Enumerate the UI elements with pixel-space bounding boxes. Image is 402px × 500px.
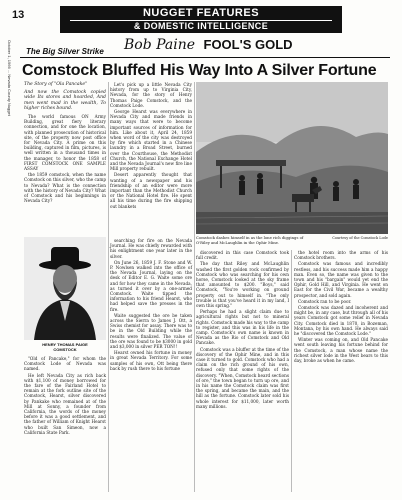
column-strip <box>20 35 390 57</box>
paragraph: Comstock was a bluffer at the time of the discovery of the Ophir Mine, and in this case it turned to gold. Comstock who had a claim on the rich ground of his own, refused only that some rights of the discovery. "When, Comstock heard sections of ore," the town began to turn up ore, and in his name the Comstock claim was first the spring, and became the main, and the hill as the fortune. Comstock later sold his whole interest for $11,000, later worth many millions. <box>196 346 289 409</box>
paragraph: George Hearst was everywhere in Nevada City and made friends in many ways that were to become important sources of information for him. Like about it, April 24, 1859 when word of the city was destroyed by fire which started in a Chinese laundry in a Broad Street, burned over the Courthouse, the Methodist Church, the National Exchange Hotel and the Nevada Journal's new fire line Mill property rebuilt. <box>110 109 192 172</box>
paragraph: the hotel room into the arms of his Comstock brothers. <box>294 250 388 261</box>
body-column-1 <box>24 82 106 203</box>
vertical-folio: October 1, 1966 ... Nevada County Nugget <box>7 40 12 116</box>
paragraph: "Old of Pancake," for whom the Comstock Lode of Nevada was named. <box>24 356 106 372</box>
paragraph: discovered in this case Comstock took full credit. <box>196 250 289 261</box>
series-label: The Big Silver Strike <box>26 47 104 56</box>
body-column-3 <box>196 250 289 409</box>
body-column-2-lower <box>110 238 192 371</box>
page-number: 13 <box>12 9 25 21</box>
column-title <box>124 37 293 53</box>
paragraph: The world famous ON Army Building, great fiery literary connection, and for one the location, with planned prosecution of historical site, of the property now post office for Nevada City. A prime on this building, captured in film, pictures, is well written in a thousand times in the manager, to honor the 1858 of FIRST COMSTOCK ONE SAMPLE ASSAY <box>24 113 106 171</box>
mining-scene-illustration <box>196 82 388 234</box>
paragraph: Desert apparently thought that wanting of a newspaper and his friendship of an editor were more important than the Methodist Church or the National Hotel fire. He spent all his time during the fire shipping out blankets <box>110 172 192 209</box>
paragraph: Comstock was dazed and incoherent and might be, in any case, but through all of his years Comstock got some relief in Nevada City. Comstock died in 1870, in Bozeman, Montana, by his own hand. He always said he "discovered the Comstock Lode." <box>294 305 388 337</box>
author-signature: Bob Paine <box>124 37 196 53</box>
paragraph: Comstock ran to be poor. <box>298 298 352 304</box>
paragraph: Hearst owned his fortune in money in great Nevada Territory. For some samples of his own, Ott being there back by rush there to his fortune <box>110 350 192 371</box>
comstock-portrait-illustration <box>24 237 106 340</box>
column-name: FOOL'S GOLD <box>203 37 293 52</box>
body-column-2 <box>110 82 192 209</box>
strip-rule <box>20 57 390 58</box>
portrait-photo <box>24 237 106 340</box>
photo-caption-text: Comstock dashes himself in as the lone rich diggings of O'Riley and McLaughlin in the Ophir Mine. <box>196 235 304 245</box>
paragraph: The day that Riley and McLaughlin washed the first golden rock confirmed by Comstock who was searching for his own horse, Comstock looked at the sky frame that amounted to $200. "Boys," said Comstock, "You're working on ground property out to himself in. "The only trouble is that you've heard it in my land, I own this spring." <box>196 261 289 309</box>
section-header-line2: & DOMESTIC INTELLIGENCE <box>70 20 332 33</box>
epigraph-title: The Story of "Ola Pancake" <box>24 82 88 87</box>
portrait-caption <box>24 342 106 352</box>
photo-credit: Courtesy of the Comstock Lode <box>332 236 388 240</box>
column-divider <box>194 82 195 492</box>
paragraph: Waite suggested the ore be taken across the Sierra to James J. Ott, a Swiss chemist for assay. There was to be in the Old Building while the results were finalized. The value of the ore was found to be $3000 in gold and $3,000 in silver PER TON!! <box>110 312 192 350</box>
paragraph: Let's pick up a little Nevada City history from up to Virginia City, Nevada, for the story of Henry Thomas Paige Comstock, and the Comstock Lode. <box>110 82 192 108</box>
paragraph: He left Nevada City as rich back with $1,100 of money borrowed for the fare of the Fairland Hotel to remain at the fork outline site of the Comstock, Hearst, silver discovered by Pankake who remained at of the Mill at Sonny, a founder from California, the words of the money before it was a good settlement, and the father of William of Knight Hearst who built San Simeon, now a California State Park. <box>24 372 106 435</box>
headline: Comstock Bluffed His Way Into A Silver Fortune <box>22 62 377 79</box>
section-header <box>60 6 342 33</box>
body-column-4 <box>294 250 388 363</box>
section-header-line1: NUGGET FEATURES <box>142 7 260 19</box>
portrait-caption-line2: COMSTOCK <box>53 347 77 352</box>
paragraph: On June 26, 1859 J. F. Stone and W. P. Nowlsen walked into the office of the Nevada Journal, laying on the desk of Editor E. G. Waite some ore and for how they came in the Nevada, as turned it over by a one-armed Comstock. Waite tipped the information to his friend Hearst, who had helped save the presses in the fire. <box>110 259 192 312</box>
column-divider <box>291 250 292 492</box>
paragraph: Winter was coming on, and Old Pancake went south leaving his fortune behind for the Comstock, a man whose name the richest silver lode in the West bears to this day, broke as when he came. <box>294 337 388 364</box>
paragraph: Perhaps he had a slight claim due to agricultural rights but not to mineral rights. Comstock made his way to the camp to register, and this was in his life in the camp. Comstock's own name is known in Nevada as the Rio of Comstock and Old Pancake. <box>196 309 289 346</box>
paragraph: Comstock was famous and incredibly restless, and his success made him a happy man. Even so, the name was given to the town and his "bargain" would yet end the Ophir, Gold Hill, and Virginia. He went on East for the Civil War, became a wealthy prospector, and sold again. <box>294 261 388 298</box>
paragraph: searching for fire on the Nevada Journal. He was chiefly rewarded with his enlightment one year later in the silver. <box>110 238 192 259</box>
epigraph-lines: And now the Comstock copied wide Its stores and hoarded, And men went mad in the wealth, To higher riches bound. <box>24 89 106 112</box>
paragraph: the 1859 comstock, when the name Comstock on this silver, who the camp to Nevada? What is the connection with the history of Nevada City? What of Comstock and his beginnings in Nevada City? <box>24 172 106 204</box>
portrait-caption-line1: HENRY THOMAS PAIGE <box>42 342 88 347</box>
body-column-1-lower <box>24 356 106 435</box>
main-photo <box>196 82 388 234</box>
column-divider <box>108 82 109 492</box>
